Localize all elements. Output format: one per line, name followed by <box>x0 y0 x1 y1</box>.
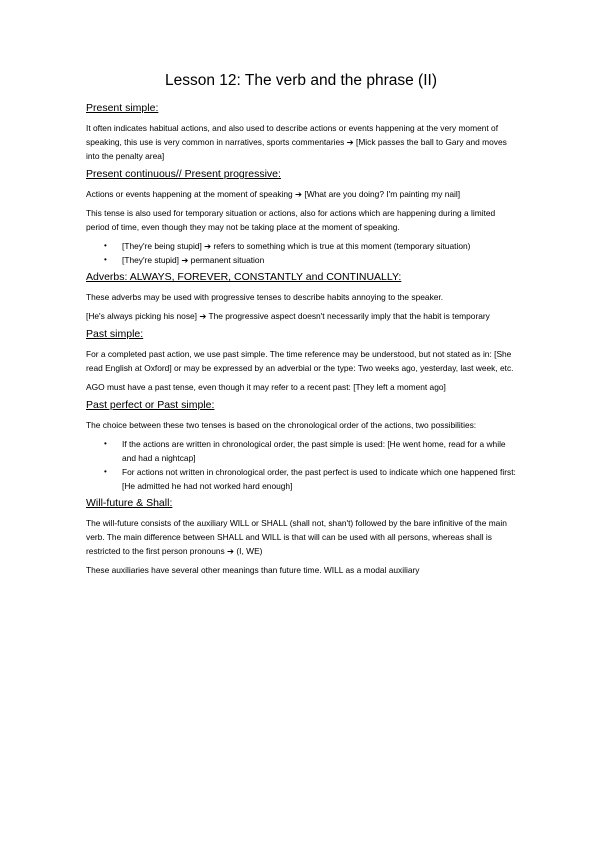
list-item-text: [They're being stupid] ➔ refers to something which is true at this moment (temporary situation) <box>122 241 471 251</box>
heading-adverbs: Adverbs: ALWAYS, FOREVER, CONSTANTLY and CONTINUALLY: <box>86 271 402 283</box>
heading-present-simple: Present simple: <box>86 102 159 114</box>
paragraph: [He's always picking his nose] ➔ The progressive aspect doesn't necessarily imply that the habit is temporary <box>86 311 490 321</box>
bullet-icon: • <box>104 255 107 264</box>
heading-present-continuous: Present continuous// Present progressive: <box>86 168 281 180</box>
bullet-icon: • <box>104 467 107 476</box>
paragraph: The will-future consists of the auxiliary WILL or SHALL (shall not, shan't) followed by the bare infinitive of the main verb. The main difference between SHALL and WILL is that will can be used with all persons, whereas shall is restricted to the first person pronouns ➔ (I, WE) <box>86 518 507 556</box>
heading-past-simple: Past simple: <box>86 328 144 340</box>
list-item <box>86 437 516 465</box>
list-item <box>86 239 516 253</box>
paragraph: These auxiliaries have several other meanings than future time. WILL as a modal auxiliary <box>86 565 420 575</box>
paragraph: This tense is also used for temporary situation or actions, also for actions which are happening during a limited period of time, even though they may not be taking place at the moment of speaking. <box>86 208 496 232</box>
paragraph: The choice between these two tenses is based on the chronological order of the actions, two possibilities: <box>86 420 477 430</box>
bullet-icon: • <box>104 439 107 448</box>
paragraph: These adverbs may be used with progressive tenses to describe habits annoying to the speaker. <box>86 292 444 302</box>
list-item-text: For actions not written in chronological order, the past perfect is used to indicate which one happened first: [He admitted he had not worked hard enough] <box>122 467 516 491</box>
paragraph: For a completed past action, we use past simple. The time reference may be understood, but not stated as in: [She read English at Oxford] or may be expressed by an adverbial or the type: Two weeks ago, yesterday, last week, etc. <box>86 349 514 373</box>
bullet-list <box>86 239 516 267</box>
bullet-list <box>86 437 516 493</box>
paragraph: AGO must have a past tense, even though it may refer to a recent past: [They left a moment ago] <box>86 382 446 392</box>
page-title: Lesson 12: The verb and the phrase (II) <box>165 72 437 89</box>
heading-past-perfect: Past perfect or Past simple: <box>86 399 215 411</box>
list-item <box>86 465 516 493</box>
heading-will-future: Will-future & Shall: <box>86 497 173 509</box>
list-item-text: If the actions are written in chronological order, the past simple is used: [He went home, read for a while and had a nightcap] <box>122 439 506 463</box>
list-item <box>86 253 516 267</box>
document-page <box>86 72 516 582</box>
paragraph: Actions or events happening at the moment of speaking ➔ [What are you doing? I'm painting my nail] <box>86 189 461 199</box>
bullet-icon: • <box>104 241 107 250</box>
paragraph: It often indicates habitual actions, and also used to describe actions or events happening at the very moment of speaking, this use is very common in narratives, sports commentaries ➔ [Mick passes the ball to Gary and moves into the penalty area] <box>86 123 507 161</box>
list-item-text: [They're stupid] ➔ permanent situation <box>122 255 265 265</box>
